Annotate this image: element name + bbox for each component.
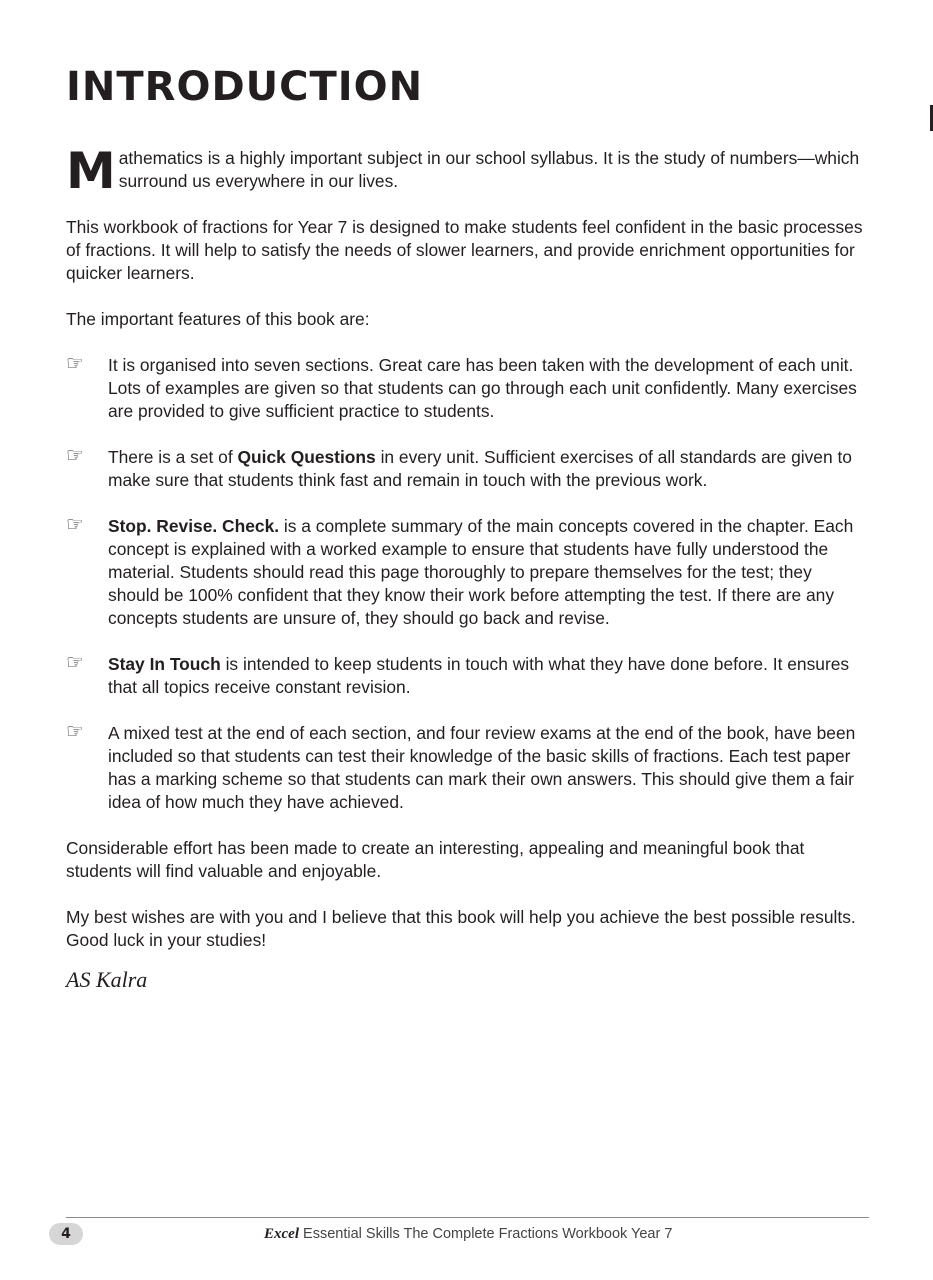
- drop-cap: M: [66, 142, 116, 200]
- feature-text: It is organised into seven sections. Great care has been taken with the development of each unit. Lots of examples are given so that students can go through each unit confidently. Many exercises are provided to give sufficient practice to students.: [108, 355, 857, 421]
- closing-paragraph: Considerable effort has been made to create an interesting, appealing and meaningful book that students will find valuable and enjoyable.: [66, 838, 805, 881]
- workbook-description: This workbook of fractions for Year 7 is designed to make students feel confident in the basic processes of fractions. It will help to satisfy the needs of slower learners, and provide enrichment opportunities for quicker learners.: [66, 217, 863, 283]
- pointing-hand-icon: ☞: [66, 443, 84, 467]
- footer-title-text: Essential Skills The Complete Fractions Workbook Year 7: [299, 1226, 673, 1242]
- footer-divider: [66, 1217, 869, 1218]
- page-body: [66, 142, 866, 993]
- feature-item-sections: [66, 351, 866, 423]
- feature-item-stop-revise-check: [66, 512, 866, 630]
- feature-item-stay-in-touch: [66, 650, 866, 699]
- feature-term-quick-questions: Quick Questions: [237, 447, 376, 467]
- footer-book-title: [264, 1223, 672, 1245]
- intro-text: athematics is a highly important subject in our school syllabus. It is the study of numbers—which surround us everywhere in our lives.: [118, 148, 860, 191]
- feature-item-quick-questions: [66, 443, 866, 492]
- pointing-hand-icon: ☞: [66, 512, 84, 536]
- pointing-hand-icon: ☞: [66, 351, 84, 375]
- pointing-hand-icon: ☞: [66, 650, 84, 674]
- features-list: [66, 351, 866, 814]
- feature-term-stay-in-touch: Stay In Touch: [108, 654, 221, 674]
- best-wishes-paragraph: My best wishes are with you and I believe that this book will help you achieve the best possible results. Good luck in your studies!: [66, 907, 856, 950]
- feature-term-stop-revise-check: Stop. Revise. Check.: [108, 516, 280, 536]
- page-title: INTRODUCTION: [66, 64, 424, 110]
- feature-text: A mixed test at the end of each section, and four review exams at the end of the book, have been included so that students can test their knowledge of the basic skills of fractions. Each test paper has a marking scheme so that students can mark their own answers. This should give them a fair idea of how much they have achieved.: [108, 723, 856, 812]
- feature-text: is a complete summary of the main concepts covered in the chapter. Each concept is explained with a worked example to ensure that students have fully understood the material. Students should read this page thoroughly to prepare themselves for the test; they should be 100% confident that they know their work before attempting the test. If there are any concepts students are unsure of, they should go back and revise.: [108, 516, 854, 628]
- feature-text-lead: There is a set of: [108, 447, 238, 467]
- pointing-hand-icon: ☞: [66, 719, 84, 743]
- intro-paragraph: [66, 142, 866, 200]
- feature-text: in every unit. Sufficient exercises of all standards are given to make sure that students think fast and remain in touch with the previous work.: [108, 447, 852, 490]
- features-intro: The important features of this book are:: [66, 309, 370, 329]
- page-number-badge: 4: [49, 1223, 83, 1245]
- feature-item-mixed-test: [66, 719, 866, 814]
- feature-text: is intended to keep students in touch with what they have done before. It ensures that all topics receive constant revision.: [108, 654, 850, 697]
- author-signature: AS Kalra: [66, 967, 148, 992]
- brand-logo: Excel: [264, 1226, 299, 1242]
